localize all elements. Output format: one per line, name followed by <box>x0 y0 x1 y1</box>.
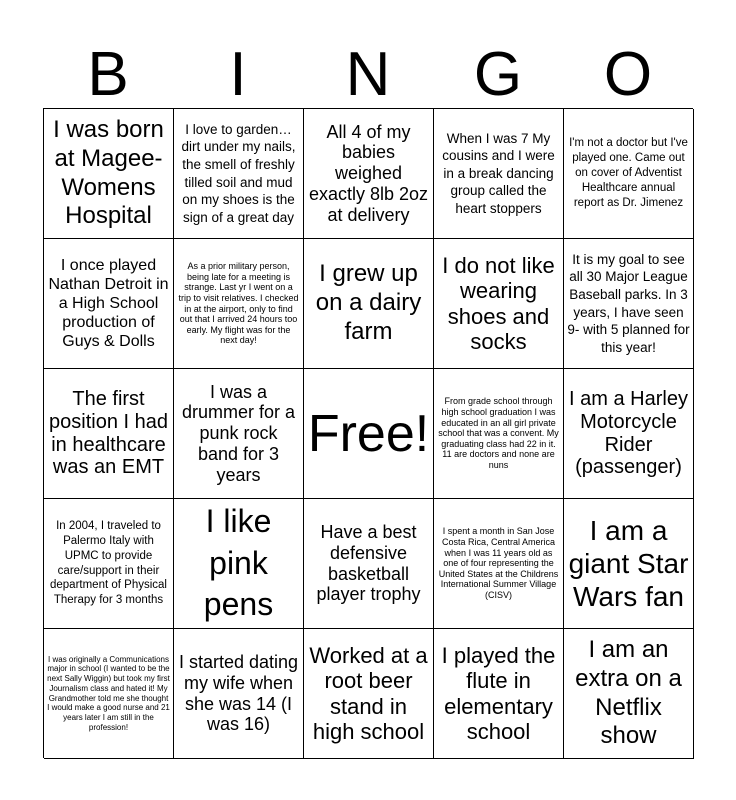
bingo-cell[interactable] <box>434 239 564 369</box>
bingo-cell[interactable] <box>44 499 174 629</box>
cell-text: From grade school through high school graduation I was educated in an all girl private school that was a convent. My graduating class had 22 in it. 11 are doctors and none are nuns <box>438 396 559 471</box>
header-letter-n: N <box>345 40 391 109</box>
bingo-cell[interactable] <box>174 239 304 369</box>
cell-text: I grew up on a dairy farm <box>315 260 422 345</box>
cell-text: Worked at a root beer stand in high school <box>309 642 428 744</box>
bingo-cell[interactable] <box>174 109 304 239</box>
free-space[interactable] <box>304 369 434 499</box>
cell-text: I spent a month in San Jose Costa Rica, Central America when I was 11 years old as one of four representing the United States at the Childrens International Summer Village (CISV) <box>438 526 559 601</box>
bingo-cell[interactable] <box>44 109 174 239</box>
header-letter-g: G <box>473 40 523 109</box>
cell-text: I played the flute in elementary school <box>441 642 556 744</box>
cell-text: When I was 7 My cousins and I were in a break dancing group called the heart stoppers <box>442 130 555 216</box>
header-letter-i: I <box>229 40 247 109</box>
bingo-cell[interactable] <box>434 369 564 499</box>
free-space-text: Free! <box>307 404 430 463</box>
bingo-card <box>43 108 693 758</box>
bingo-cell[interactable] <box>304 109 434 239</box>
cell-text: I love to garden… dirt under my nails, the smell of freshly tilled soil and mud on my shoes is the sign of a great day <box>181 121 296 225</box>
bingo-cell[interactable] <box>434 499 564 629</box>
cell-text: I'm not a doctor but I've played one. Came out on cover of Adventist Healthcare annual report as Dr. Jimenez <box>569 137 688 209</box>
cell-text: I once played Nathan Detroit in a High School production of Guys & Dolls <box>48 256 169 351</box>
bingo-header <box>43 42 693 108</box>
bingo-cell[interactable] <box>564 369 694 499</box>
cell-text: I started dating my wife when she was 14 (I was 16) <box>178 652 299 735</box>
cell-text: The first position I had in healthcare was an EMT <box>49 388 168 479</box>
cell-text: As a prior military person, being late for a meeting is strange. Last yr I went on a trip to visit relatives. I checked in at the airport, only to find out that I arrived 24 hours too early. My flight was for the next day! <box>178 261 299 346</box>
bingo-cell[interactable] <box>174 629 304 759</box>
bingo-cell[interactable] <box>304 239 434 369</box>
header-letter-b: B <box>87 40 129 109</box>
bingo-cell[interactable] <box>44 369 174 499</box>
bingo-cell[interactable] <box>434 629 564 759</box>
cell-text: Have a best defensive basketball player trophy <box>316 522 421 605</box>
cell-text: I was a drummer for a punk rock band for 3 years <box>181 381 296 485</box>
cell-text: All 4 of my babies weighed exactly 8lb 2oz at delivery <box>308 121 429 225</box>
bingo-cell[interactable] <box>174 369 304 499</box>
bingo-cell[interactable] <box>434 109 564 239</box>
cell-text: I am a giant Star Wars fan <box>568 514 689 613</box>
bingo-cell[interactable] <box>564 629 694 759</box>
cell-text: I was born at Magee-Womens Hospital <box>53 115 164 230</box>
bingo-cell[interactable] <box>44 629 174 759</box>
bingo-cell[interactable] <box>564 499 694 629</box>
header-letter-o: O <box>603 40 653 109</box>
bingo-cell[interactable] <box>174 499 304 629</box>
bingo-cell[interactable] <box>564 109 694 239</box>
cell-text: I am a Harley Motorcycle Rider (passenger) <box>569 388 688 479</box>
bingo-cell[interactable] <box>304 499 434 629</box>
cell-text: I am an extra on a Netflix show <box>575 635 682 750</box>
bingo-cell[interactable] <box>564 239 694 369</box>
cell-text: In 2004, I traveled to Palermo Italy with UPMC to provide care/support in their department of Physical Therapy for 3 months <box>50 519 167 607</box>
bingo-cell[interactable] <box>44 239 174 369</box>
cell-text: I was originally a Communications major in school (I wanted to be the next Sally Wiggin) but took my first Journalism class and hated it! My Grandmother told me she thought I would make a good nurse and 21 years later I am still in the profession! <box>47 654 170 732</box>
cell-text: It is my goal to see all 30 Major League Baseball parks. In 3 years, I have seen 9- with 5 planned for this year! <box>567 251 690 355</box>
cell-text: I like pink pens <box>203 503 274 623</box>
cell-text: I do not like wearing shoes and socks <box>442 252 555 354</box>
bingo-cell[interactable] <box>304 629 434 759</box>
